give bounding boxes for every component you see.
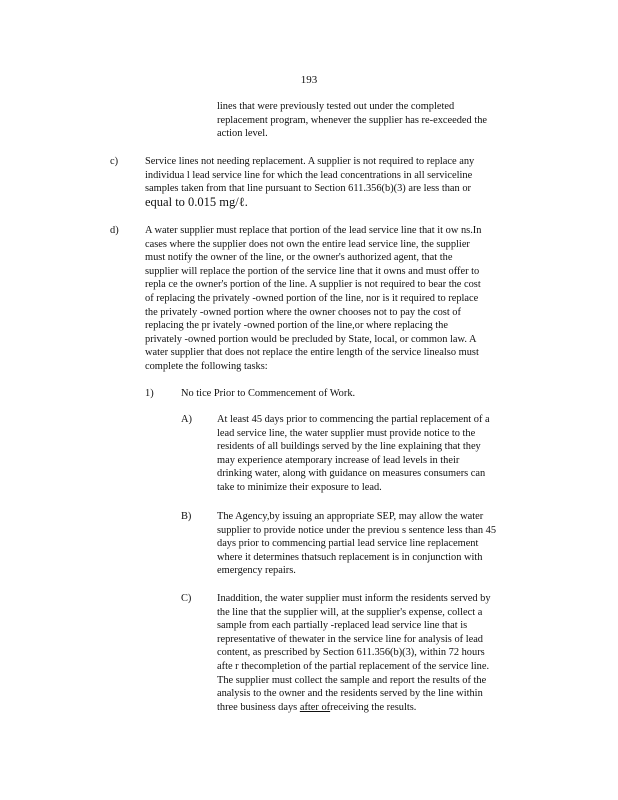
text-line: lead service line, the water supplier must provide notice to the <box>217 427 476 439</box>
item-c-marker: C) <box>181 593 192 604</box>
text-line: repla ce the owner's portion of the line. A supplier is not required to bear the cost <box>145 279 481 291</box>
text-line: The supplier must collect the sample and report the results of the <box>217 674 487 686</box>
text-line: A water supplier must replace that portion of the lead service line that it ow ns.In <box>145 225 482 236</box>
text-line: privately -owned portion would be precluded by State, local, or common law. A <box>145 333 477 345</box>
text-line: lines that were previously tested out under the completed <box>217 101 455 112</box>
text-line: days prior to commencing partial lead service line replacement <box>217 538 479 550</box>
item-1-marker: 1) <box>145 388 154 399</box>
text-line: where it determines thatsuch replacement is in conjunction with <box>217 551 483 563</box>
text-line: drinking water, along with guidance on measures consumers can <box>217 468 486 480</box>
item-1-heading <box>181 387 355 401</box>
text-line: water supplier that does not replace the entire length of the service linealso must <box>145 347 479 359</box>
item-b-paragraph <box>217 510 534 578</box>
text-line: analysis to the owner and the residents served by the line within <box>217 688 483 700</box>
text-line: replacing the pr ivately -owned portion of the line,or where replacing the <box>145 320 448 332</box>
section-d-paragraph <box>145 224 529 374</box>
text-line-last <box>217 701 534 715</box>
text-line: the line that the supplier will, at the supplier's expense, collect a <box>217 606 483 618</box>
text-line: emergency repairs. <box>217 565 296 577</box>
item-b-marker: B) <box>181 511 192 522</box>
text-line: of replacing the privately -owned portion of the line, nor is it required to replace <box>145 292 479 304</box>
text-line: supplier will replace the portion of the service line that it owns and must offer to <box>145 265 480 277</box>
section-c-paragraph <box>145 155 529 209</box>
text-line: action level. <box>217 128 268 140</box>
text-line: Inaddition, the water supplier must inform the residents served by <box>217 593 491 604</box>
text-line: No tice Prior to Commencement of Work. <box>181 388 356 399</box>
text-line: representative of thewater in the service line for analysis of lead <box>217 633 484 645</box>
text-line: take to minimize their exposure to lead. <box>217 481 382 493</box>
text-line: must notify the owner of the line, or the owner's authorized agent, that the <box>145 252 453 264</box>
item-a-marker: A) <box>181 414 192 425</box>
text-line: residents of all buildings served by the line explaining that they <box>217 441 481 453</box>
text-line: samples taken from that line pursuant to Section 611.356(b)(3) are less than or <box>145 183 471 195</box>
item-a-paragraph <box>217 413 534 495</box>
text-line: supplier to provide notice under the previou s sentence less than 45 <box>217 524 497 536</box>
text-line: individua l lead service line for which the lead concentrations in all serviceline <box>145 169 473 181</box>
item-c-paragraph <box>217 592 534 714</box>
section-c-marker: c) <box>110 156 119 167</box>
text-line: complete the following tasks: <box>145 360 268 372</box>
text-line: equal to 0.015 mg/ℓ. <box>145 194 248 209</box>
text-line: At least 45 days prior to commencing the partial replacement of a <box>217 414 490 425</box>
page-number: 193 <box>300 74 318 86</box>
text-line: may experience atemporary increase of lead levels in their <box>217 454 460 466</box>
text-line: the privately -owned portion where the owner chooses not to pay the cost of <box>145 306 461 318</box>
section-d-marker: d) <box>110 225 119 236</box>
continuation-paragraph <box>217 100 529 141</box>
text-line: The Agency,by issuing an appropriate SEP, may allow the water <box>217 511 484 522</box>
text-line: Service lines not needing replacement. A supplier is not required to replace any <box>145 156 475 167</box>
text-line: content, as prescribed by Section 611.356(b)(3), within 72 hours <box>217 647 485 659</box>
text-line: afte r thecompletion of the partial replacement of the service line. <box>217 660 490 672</box>
text-fragment: three business days <box>217 701 300 713</box>
text-fragment: receiving the results. <box>330 701 417 713</box>
underlined-text: after of <box>299 701 331 713</box>
text-line: replacement program, whenever the supplier has re-exceeded the <box>217 114 488 126</box>
text-line: cases where the supplier does not own the entire lead service line, the supplier <box>145 238 470 250</box>
text-line: sample from each partially -replaced lead service line that is <box>217 620 468 632</box>
